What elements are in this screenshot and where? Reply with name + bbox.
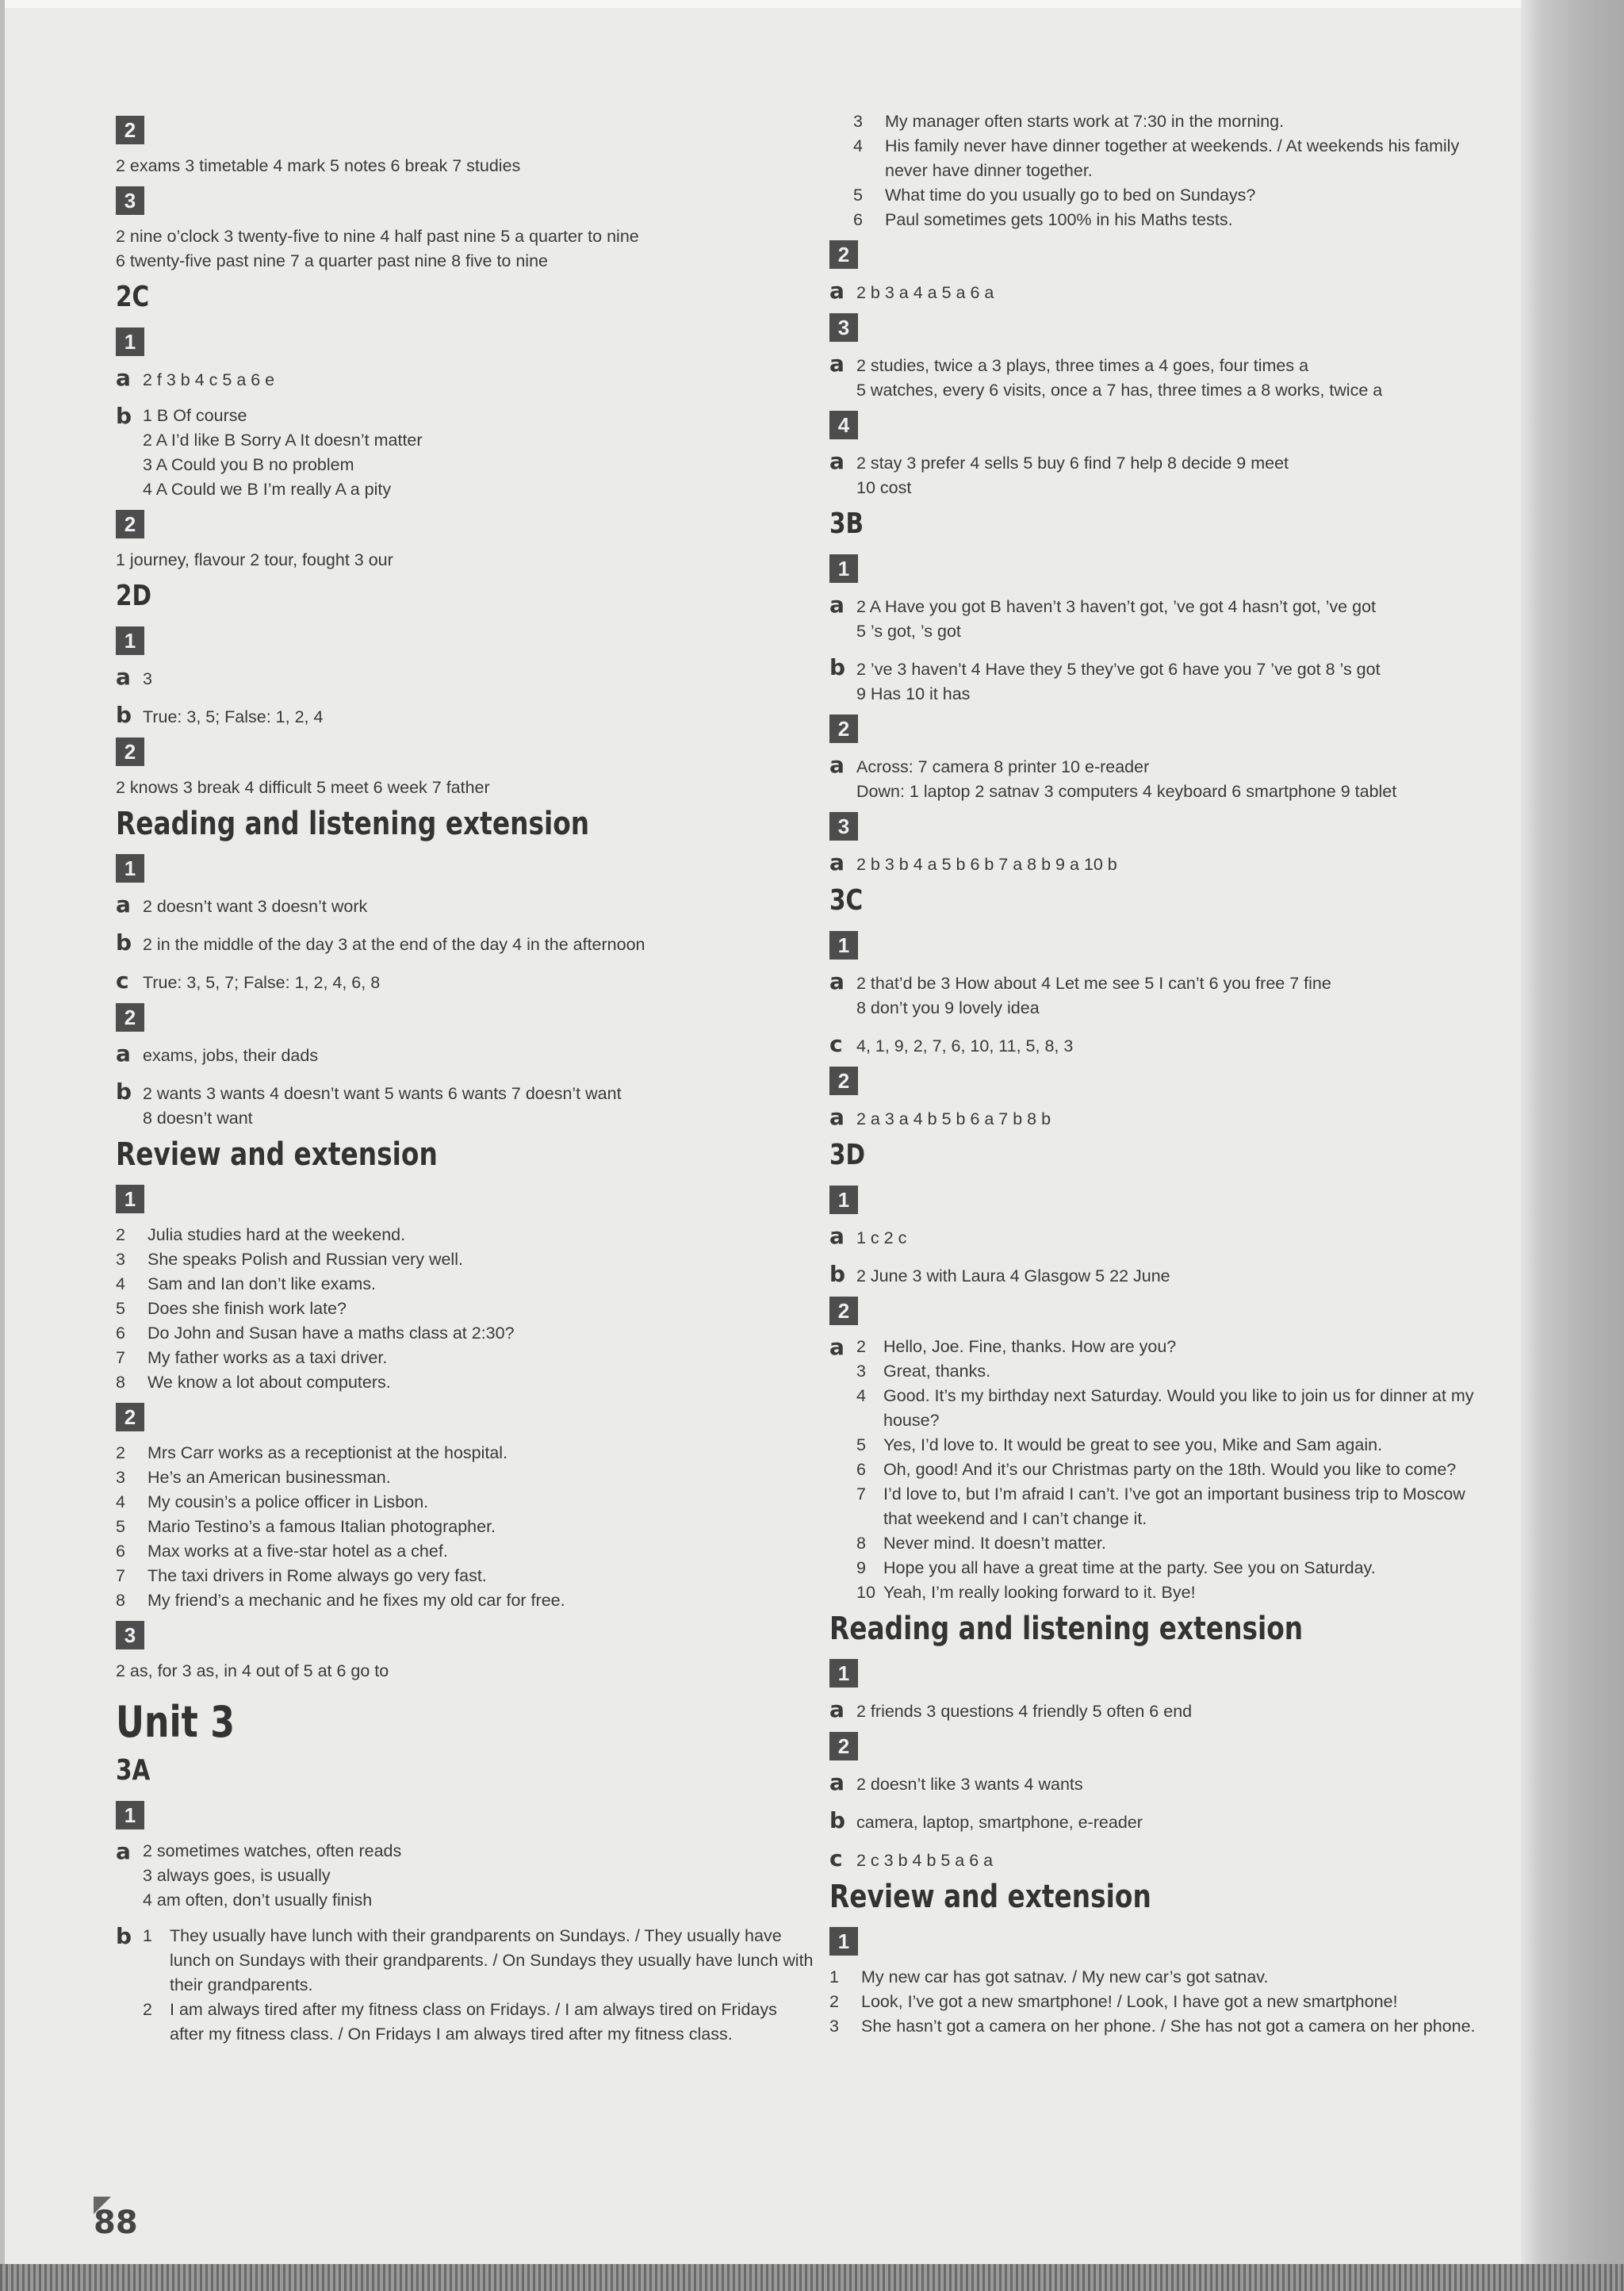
item-number: 4	[116, 1274, 125, 1293]
item-number: 1	[143, 1926, 152, 1945]
item-text: Look, I’ve got a new smartphone! / Look, I have got a new smartphone!	[861, 1992, 1398, 2011]
answer-text: 4 A Could we B I’m really A a pity	[143, 480, 392, 499]
exercise-number-badge: 3	[829, 812, 858, 841]
item-number: 3	[856, 1362, 866, 1381]
answer-text: 3 always goes, is usually	[143, 1866, 331, 1885]
item-number: 8	[116, 1591, 125, 1610]
answer-part-a	[116, 892, 814, 919]
part-letter: a	[829, 752, 845, 778]
item-text: He’s an American businessman.	[147, 1468, 391, 1487]
item-text: They usually have lunch with their grandparents on Sundays. / They usually have lunch on Sundays with their grandparents. / On Sundays they usually have lunch with their grandparents.	[170, 1926, 814, 1994]
page-left-edge	[0, 0, 5, 2291]
part-letter: b	[116, 1078, 132, 1105]
answer-part-a	[829, 1335, 1496, 1605]
answer-text: 2 b 3 b 4 a 5 b 6 b 7 a 8 b 9 a 10 b	[856, 855, 1117, 874]
list-item	[856, 1335, 1496, 1359]
answer-part-a	[829, 1224, 1496, 1251]
part-letter: b	[829, 1261, 846, 1287]
answer-part-a	[829, 850, 1496, 877]
answer-text: 2 doesn’t like 3 wants 4 wants	[856, 1775, 1083, 1794]
exercise-number-badge: 2	[116, 510, 144, 538]
item-number: 3	[853, 112, 863, 131]
item-text: Hope you all have a great time at the party. See you on Saturday.	[883, 1558, 1376, 1577]
answer-part-c	[829, 1032, 1496, 1059]
unit-heading: Unit 3	[116, 1697, 236, 1747]
item-text: Yes, I’d love to. It would be great to see you, Mike and Sam again.	[883, 1435, 1383, 1454]
exercise-number-badge: 1	[829, 554, 858, 583]
answer-part-a	[829, 1105, 1496, 1132]
item-text: Yeah, I’m really looking forward to it. Bye!	[883, 1583, 1196, 1602]
part-letter: a	[829, 1769, 845, 1795]
item-text: My father works as a taxi driver.	[147, 1348, 388, 1367]
answer-text: exams, jobs, their dads	[143, 1046, 319, 1065]
section-heading-3b: 3B	[829, 508, 864, 540]
right-column	[829, 109, 1496, 2039]
answer-line: 2 nine o’clock 3 twenty-five to nine 4 half past nine 5 a quarter to nine	[116, 227, 639, 246]
item-text: Sam and Ian don’t like exams.	[147, 1274, 377, 1293]
answer-part-a	[829, 753, 1496, 780]
answer-list	[829, 1965, 1496, 2039]
part-letter: a	[829, 1223, 845, 1249]
answer-text: 2 c 3 b 4 b 5 a 6 a	[856, 1851, 994, 1870]
answer-part-b	[116, 404, 814, 502]
exercise-number-badge: 2	[116, 116, 144, 144]
answer-text: 2 that’d be 3 How about 4 Let me see 5 I can’t 6 you free 7 fine	[856, 974, 1331, 993]
list-item	[143, 1998, 814, 2047]
answer-part-a	[116, 1041, 814, 1068]
item-text: Great, thanks.	[883, 1362, 991, 1381]
part-letter: a	[829, 849, 845, 875]
left-column	[116, 108, 814, 2047]
part-letter: a	[116, 365, 131, 391]
answer-text: 2 doesn’t want 3 doesn’t work	[143, 897, 368, 916]
item-number: 6	[116, 1324, 125, 1343]
item-text: What time do you usually go to bed on Sundays?	[885, 186, 1256, 205]
answer-text: 2 A I’d like B Sorry A It doesn’t matter	[143, 431, 423, 450]
answer-text: 10 cost	[856, 478, 912, 497]
list-item	[116, 1321, 814, 1346]
part-letter: a	[116, 1838, 131, 1864]
answer-text: 2 wants 3 wants 4 doesn’t want 5 wants 6 wants 7 doesn’t want	[143, 1084, 622, 1103]
part-letter: b	[116, 1923, 132, 1949]
list-item	[116, 1297, 814, 1321]
part-letter: a	[829, 278, 845, 304]
exercise-number-badge: 1	[116, 328, 144, 356]
section-heading-3d: 3D	[829, 1139, 866, 1171]
answer-text: 8 doesn’t want	[143, 1109, 253, 1128]
part-letter: b	[829, 654, 846, 680]
answer-text: 2 a 3 a 4 b 5 b 6 a 7 b 8 b	[856, 1109, 1051, 1128]
answer-list	[829, 109, 1496, 232]
item-number: 3	[116, 1250, 125, 1269]
scanner-bottom-strip	[0, 2264, 1624, 2291]
answer-part-b	[116, 930, 814, 957]
part-letter: b	[116, 702, 132, 728]
item-text: Oh, good! And it’s our Christmas party on the 18th. Would you like to come?	[883, 1460, 1457, 1479]
item-number: 2	[116, 1225, 125, 1244]
exercise-number-badge: 2	[829, 1732, 858, 1760]
answer-text: 2 f 3 b 4 c 5 a 6 e	[143, 370, 275, 389]
answer-text: 2 ’ve 3 haven’t 4 Have they 5 they’ve got 6 have you 7 ’ve got 8 ’s got	[856, 660, 1381, 679]
item-number: 3	[116, 1468, 125, 1487]
exercise-number-badge: 2	[829, 1067, 858, 1095]
item-number: 4	[853, 136, 863, 155]
list-item	[116, 1539, 814, 1564]
page-number: 88	[94, 2205, 138, 2241]
answer-text: 2 studies, twice a 3 plays, three times a 4 goes, four times a	[856, 356, 1309, 375]
answer-text: 2 b 3 a 4 a 5 a 6 a	[856, 283, 994, 302]
exercise-number-badge: 1	[116, 1185, 144, 1213]
item-text: The taxi drivers in Rome always go very fast.	[147, 1566, 487, 1585]
book-spine-shadow	[1521, 0, 1624, 2291]
section-heading-reading-listening: Reading and listening extension	[116, 806, 590, 842]
part-letter: a	[829, 448, 845, 474]
list-item	[856, 1458, 1496, 1482]
item-number: 10	[856, 1583, 875, 1602]
answer-part-a	[829, 1770, 1496, 1797]
item-text: I’d love to, but I’m afraid I can’t. I’ve got an important business trip to Moscow that weekend and I can’t change it.	[883, 1485, 1465, 1528]
list-item	[853, 183, 1496, 208]
answer-line: 2 knows 3 break 4 difficult 5 meet 6 week 7 father	[116, 778, 490, 797]
item-text: Julia studies hard at the weekend.	[147, 1225, 406, 1244]
answer-part-b	[829, 1262, 1496, 1289]
item-number: 2	[116, 1443, 125, 1462]
answer-line: 2 exams 3 timetable 4 mark 5 notes 6 break 7 studies	[116, 156, 521, 175]
answer-part-a	[829, 449, 1496, 476]
part-letter: a	[829, 592, 845, 618]
list-item	[116, 1370, 814, 1395]
answer-part-a	[829, 278, 1496, 305]
item-text: My manager often starts work at 7:30 in the morning.	[885, 112, 1285, 131]
list-item	[856, 1482, 1496, 1531]
answer-part-a	[116, 366, 814, 393]
item-text: My cousin’s a police officer in Lisbon.	[147, 1492, 429, 1511]
item-text: Paul sometimes gets 100% in his Maths tests.	[885, 210, 1233, 229]
section-heading-review-extension: Review and extension	[116, 1136, 438, 1173]
part-letter: b	[116, 929, 132, 956]
exercise-number-badge: 3	[829, 313, 858, 342]
answer-part-b	[829, 1808, 1496, 1835]
exercise-number-badge: 3	[116, 1621, 144, 1649]
exercise-number-badge: 1	[116, 1801, 144, 1829]
answer-text: 5 watches, every 6 visits, once a 7 has, three times a 8 works, twice a	[856, 381, 1383, 400]
answer-text: Across: 7 camera 8 printer 10 e-reader	[856, 757, 1150, 776]
item-text: Do John and Susan have a maths class at 2:30?	[147, 1324, 515, 1343]
answer-part-b	[829, 655, 1496, 682]
answer-list	[143, 1924, 814, 2047]
answer-text: 1 B Of course	[143, 406, 247, 425]
list-item	[856, 1359, 1496, 1384]
page-top-edge	[0, 0, 1624, 8]
list-item	[143, 1924, 814, 1998]
item-number: 7	[116, 1566, 125, 1585]
answer-part-c	[116, 968, 814, 995]
section-heading-3a: 3A	[116, 1754, 151, 1787]
answer-text: 1 c 2 c	[856, 1228, 907, 1247]
answer-list	[116, 1441, 814, 1613]
item-text: We know a lot about computers.	[147, 1373, 391, 1392]
part-letter: b	[829, 1807, 846, 1833]
answer-text: True: 3, 5, 7; False: 1, 2, 4, 6, 8	[143, 973, 381, 992]
item-text: Never mind. It doesn’t matter.	[883, 1534, 1106, 1553]
answer-line: 1 journey, flavour 2 tour, fought 3 our	[116, 550, 393, 569]
item-text: My new car has got satnav. / My new car’s got satnav.	[861, 1967, 1269, 1986]
list-item	[853, 134, 1496, 183]
item-number: 5	[853, 186, 863, 205]
list-item	[853, 109, 1496, 134]
answer-line: 6 twenty-five past nine 7 a quarter past nine 8 five to nine	[116, 251, 548, 270]
list-item	[116, 1465, 814, 1490]
part-letter: c	[829, 1031, 843, 1057]
item-number: 9	[856, 1558, 866, 1577]
item-number: 8	[116, 1373, 125, 1392]
list-item	[116, 1441, 814, 1465]
answer-part-b	[116, 703, 814, 730]
exercise-number-badge: 2	[116, 1403, 144, 1431]
list-item	[856, 1433, 1496, 1458]
answer-text: 2 in the middle of the day 3 at the end of the day 4 in the afternoon	[143, 935, 645, 954]
answer-text: 2 stay 3 prefer 4 sells 5 buy 6 find 7 help 8 decide 9 meet	[856, 454, 1289, 473]
exercise-number-badge: 2	[116, 1003, 144, 1032]
item-number: 1	[829, 1967, 839, 1986]
item-number: 7	[856, 1485, 866, 1504]
part-letter: a	[116, 891, 131, 918]
list-item	[116, 1272, 814, 1297]
answer-part-c	[829, 1846, 1496, 1873]
item-text: Does she finish work late?	[147, 1299, 347, 1318]
answer-part-a	[116, 665, 814, 692]
answer-text: Down: 1 laptop 2 satnav 3 computers 4 keyboard 6 smartphone 9 tablet	[856, 782, 1397, 801]
exercise-number-badge: 1	[116, 626, 144, 655]
answer-text: camera, laptop, smartphone, e-reader	[856, 1813, 1143, 1832]
answer-text: 4 am often, don’t usually finish	[143, 1891, 373, 1910]
item-number: 6	[856, 1460, 866, 1479]
part-letter: a	[829, 351, 845, 377]
item-number: 6	[116, 1542, 125, 1561]
item-text: His family never have dinner together at weekends. / At weekends his family never have dinner together.	[885, 136, 1460, 180]
item-number: 4	[856, 1386, 866, 1405]
answer-part-a	[829, 592, 1496, 619]
item-number: 5	[116, 1517, 125, 1536]
list-item	[116, 1346, 814, 1370]
item-number: 2	[829, 1992, 839, 2011]
list-item	[829, 1990, 1496, 2014]
item-text: Mrs Carr works as a receptionist at the hospital.	[147, 1443, 508, 1462]
item-number: 2	[856, 1337, 866, 1356]
exercise-number-badge: 1	[829, 1659, 858, 1688]
answer-part-b	[116, 1079, 814, 1106]
item-number: 2	[143, 2000, 152, 2019]
item-number: 5	[856, 1435, 866, 1454]
answer-text: 3 A Could you B no problem	[143, 455, 354, 474]
exercise-number-badge: 1	[829, 931, 858, 960]
exercise-number-badge: 3	[116, 186, 144, 215]
item-number: 7	[116, 1348, 125, 1367]
list-item	[856, 1580, 1496, 1605]
list-item	[116, 1588, 814, 1613]
list-item	[829, 2014, 1496, 2039]
answer-text: 2 friends 3 questions 4 friendly 5 often 6 end	[856, 1702, 1193, 1721]
exercise-number-badge: 1	[116, 854, 144, 883]
answer-line: 2 as, for 3 as, in 4 out of 5 at 6 go to	[116, 1661, 389, 1680]
item-number: 4	[116, 1492, 125, 1511]
list-item	[116, 1490, 814, 1515]
item-text: Mario Testino’s a famous Italian photographer.	[147, 1517, 496, 1536]
part-letter: a	[829, 968, 845, 994]
list-item	[856, 1556, 1496, 1580]
item-number: 5	[116, 1299, 125, 1318]
answer-text: 4, 1, 9, 2, 7, 6, 10, 11, 5, 8, 3	[856, 1036, 1074, 1055]
section-heading-reading-listening: Reading and listening extension	[829, 1611, 1304, 1647]
item-text: My friend’s a mechanic and he fixes my old car for free.	[147, 1591, 565, 1610]
part-letter: a	[116, 1040, 131, 1067]
list-item	[856, 1384, 1496, 1433]
exercise-number-badge: 2	[116, 737, 144, 766]
answer-list	[116, 1223, 814, 1395]
list-item	[116, 1515, 814, 1539]
list-item	[116, 1247, 814, 1272]
list-item	[853, 208, 1496, 232]
part-letter: c	[829, 1845, 843, 1871]
part-letter: a	[829, 1104, 845, 1130]
part-letter: a	[829, 1334, 845, 1360]
answer-text: 2 sometimes watches, often reads	[143, 1841, 402, 1860]
exercise-number-badge: 2	[829, 1297, 858, 1325]
list-item	[116, 1223, 814, 1247]
exercise-number-badge: 2	[829, 715, 858, 743]
section-heading-2d: 2D	[116, 580, 152, 612]
answer-part-a	[829, 351, 1496, 378]
part-letter: c	[116, 967, 129, 994]
exercise-number-badge: 4	[829, 411, 858, 439]
dialogue-list	[856, 1335, 1496, 1605]
item-text: She hasn’t got a camera on her phone. / She has not got a camera on her phone.	[861, 2017, 1476, 2036]
section-heading-3c: 3C	[829, 884, 864, 917]
answer-text: True: 3, 5; False: 1, 2, 4	[143, 707, 324, 726]
section-heading-review-extension: Review and extension	[829, 1879, 1151, 1915]
part-letter: b	[116, 403, 132, 429]
exercise-number-badge: 1	[829, 1186, 858, 1214]
exercise-number-badge: 2	[829, 240, 858, 269]
part-letter: a	[829, 1696, 845, 1722]
answer-part-a	[116, 1839, 814, 1913]
answer-part-a	[829, 969, 1496, 996]
item-number: 6	[853, 210, 863, 229]
list-item	[829, 1965, 1496, 1990]
answer-text: 9 Has 10 it has	[856, 684, 971, 703]
answer-text: 5 ’s got, ’s got	[856, 622, 961, 641]
item-number: 3	[829, 2017, 839, 2036]
answer-text: 8 don’t you 9 lovely idea	[856, 998, 1040, 1017]
answer-text: 3	[143, 669, 152, 688]
exercise-number-badge: 1	[829, 1927, 858, 1956]
answer-text: 2 A Have you got B haven’t 3 haven’t got, ’ve got 4 hasn’t got, ’ve got	[856, 597, 1376, 616]
item-number: 8	[856, 1534, 866, 1553]
item-text: Hello, Joe. Fine, thanks. How are you?	[883, 1337, 1177, 1356]
item-text: She speaks Polish and Russian very well.	[147, 1250, 463, 1269]
item-text: Max works at a five-star hotel as a chef.	[147, 1542, 448, 1561]
answer-part-a	[829, 1697, 1496, 1724]
answer-part-b	[116, 1924, 814, 2047]
part-letter: a	[116, 664, 131, 690]
section-heading-2c: 2C	[116, 281, 150, 313]
item-text: Good. It’s my birthday next Saturday. Would you like to join us for dinner at my house?	[883, 1386, 1474, 1430]
list-item	[116, 1564, 814, 1588]
item-text: I am always tired after my fitness class on Fridays. / I am always tired on Fridays after my fitness class. / On Fridays I am always tired after my fitness class.	[170, 2000, 777, 2044]
answer-text: 2 June 3 with Laura 4 Glasgow 5 22 June	[856, 1266, 1170, 1285]
list-item	[856, 1531, 1496, 1556]
